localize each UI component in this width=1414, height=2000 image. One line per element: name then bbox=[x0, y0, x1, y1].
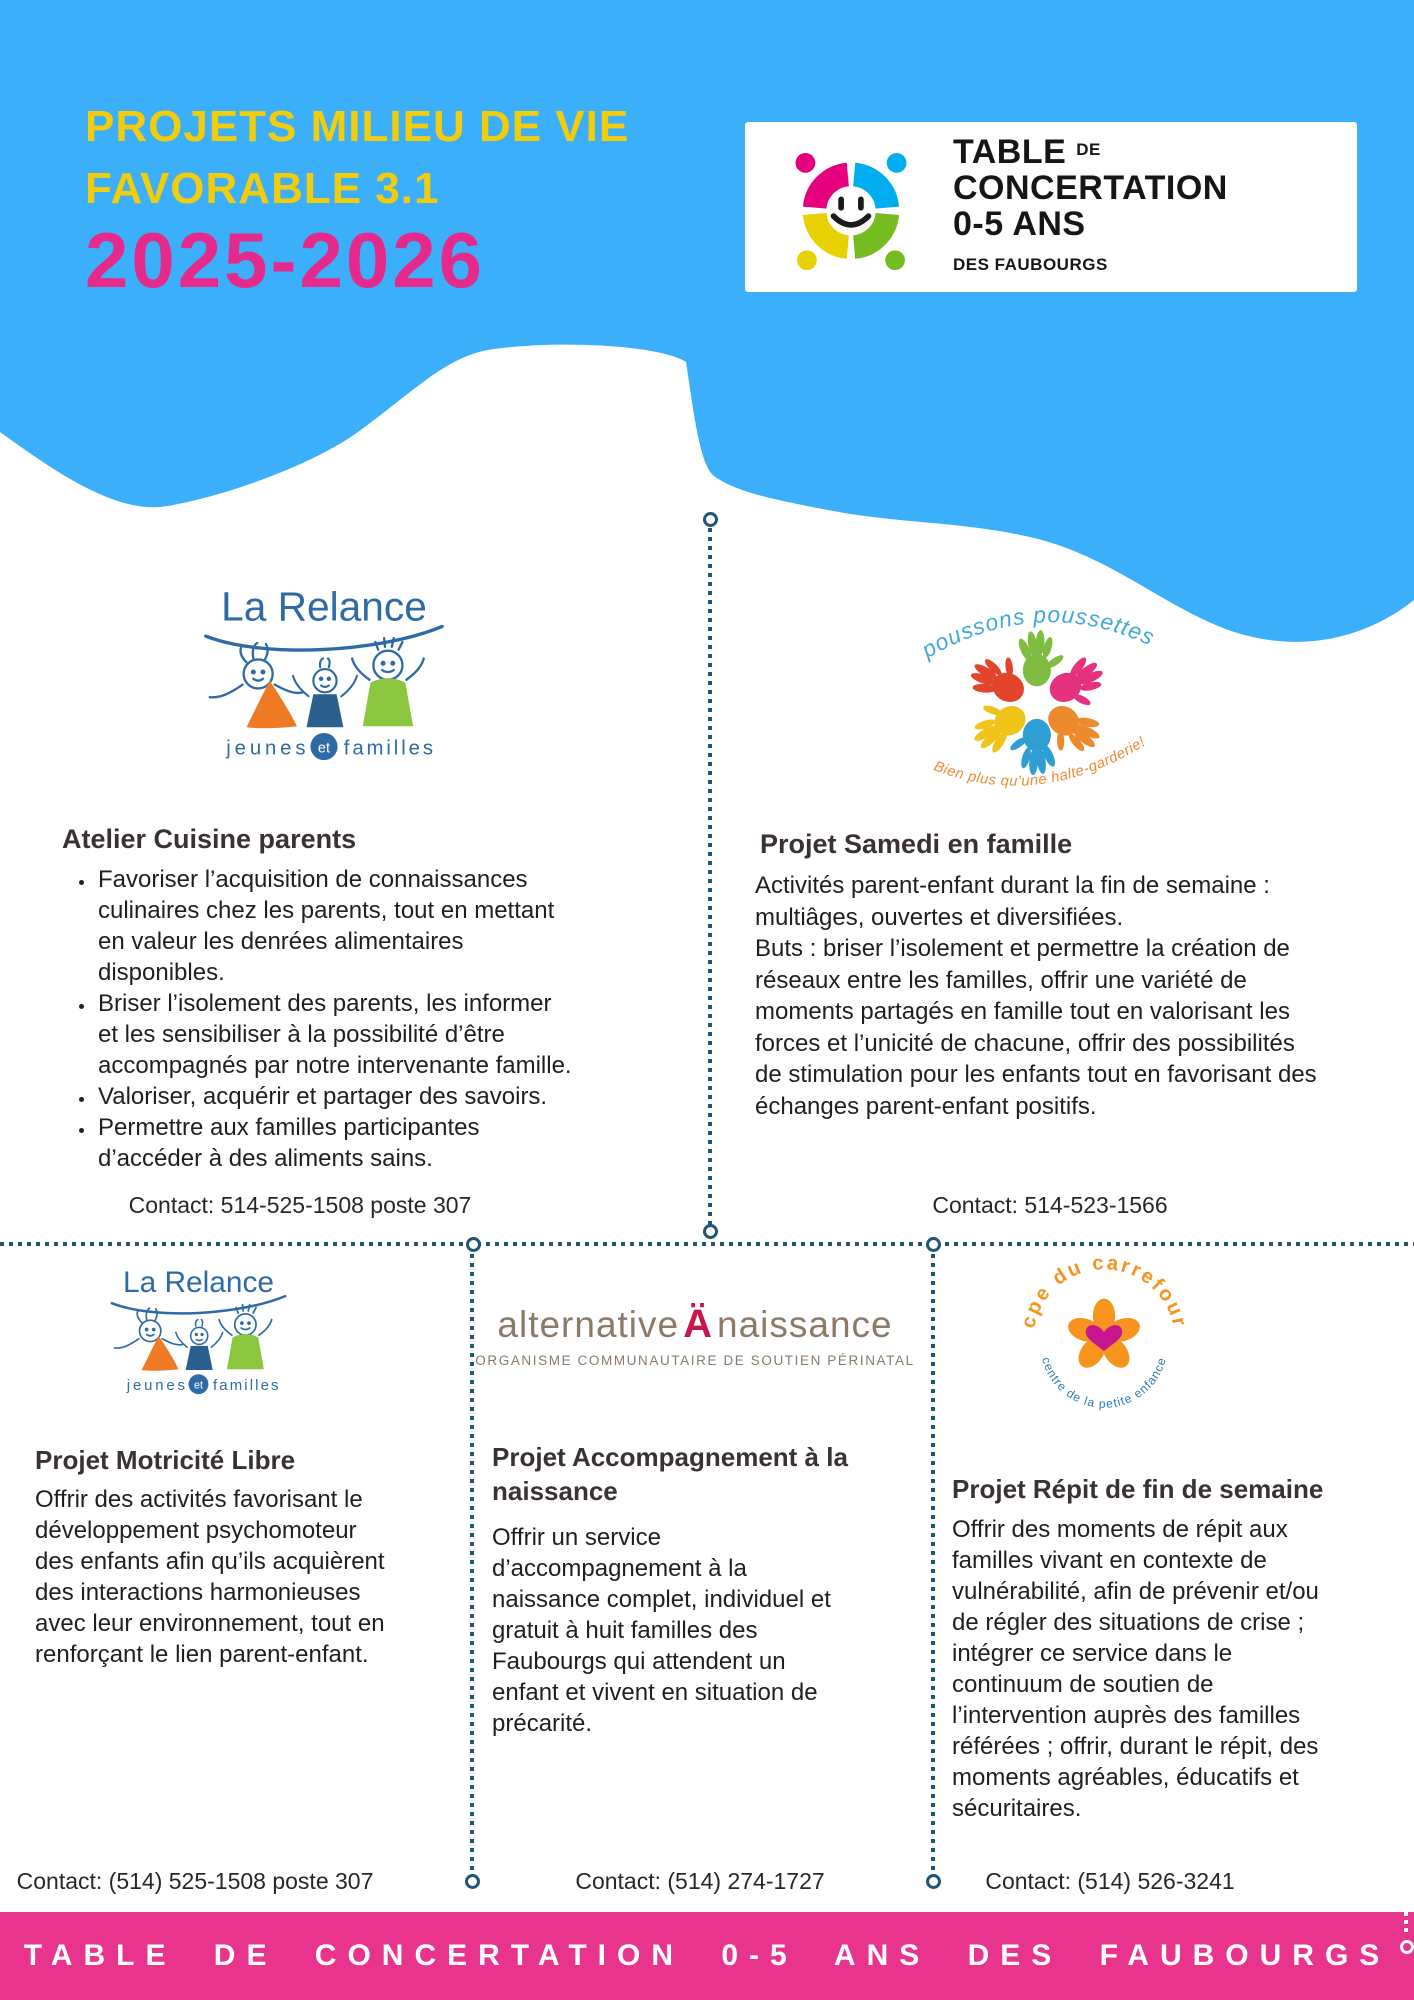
poussons-arc-bottom-text: Bien plus qu’une halte-garderie! bbox=[931, 734, 1149, 790]
accompagnement-description: Offrir un service d’accompagnement à la naissance complet, individuel et gratuit à huit familles des Faubourgs qui attendent un enfant et vivent en situation de précarité. bbox=[492, 1524, 831, 1737]
divider-node bbox=[926, 1237, 941, 1252]
cpe-flower-icon bbox=[1065, 1299, 1143, 1373]
bottom-column-divider-2 bbox=[931, 1254, 935, 1870]
top-column-divider bbox=[708, 528, 712, 1228]
divider-node bbox=[466, 1237, 481, 1252]
alt-word1: alternative bbox=[497, 1304, 680, 1345]
table-concertation-smiley-icon bbox=[775, 131, 927, 283]
table-concertation-logo-box bbox=[745, 122, 1357, 292]
svg-text:centre de la petite enfance bbox=[1039, 1355, 1169, 1410]
contact-accompagnement: Contact: (514) 274-1727 bbox=[575, 1868, 825, 1894]
contact-samedi: Contact: 514-523-1566 bbox=[932, 1192, 1168, 1218]
cpe-arc-bottom-text: centre de la petite enfance bbox=[1038, 1355, 1170, 1411]
tc-de: DE bbox=[1076, 139, 1101, 159]
poussons-poussettes-logo bbox=[894, 562, 1184, 800]
project-heading-cuisine: Atelier Cuisine parents bbox=[62, 824, 357, 854]
alt-subtitle: ORGANISME COMMUNAUTAIRE DE SOUTIEN PÉRINATAL bbox=[475, 1353, 915, 1368]
project-heading-repit: Projet Répit de fin de semaine bbox=[952, 1474, 1324, 1504]
tc-word3: 0-5 ANS bbox=[953, 204, 1086, 243]
contact-repit: Contact: (514) 526-3241 bbox=[985, 1868, 1235, 1894]
alt-word2: naissance bbox=[717, 1304, 893, 1345]
samedi-paragraph-1: Activités parent-enfant durant la fin de semaine : multiâges, ouvertes et diversifiées. bbox=[755, 872, 1270, 931]
footer-banner: TABLE DE CONCERTATION 0-5 ANS DES FAUBOURGS bbox=[0, 1912, 1414, 2000]
tc-word4: DES FAUBOURGS bbox=[953, 254, 1108, 274]
project-heading-motricite: Projet Motricité Libre bbox=[35, 1445, 296, 1475]
footer-edge-node bbox=[1400, 1940, 1414, 1954]
tc-word2: CONCERTATION bbox=[953, 168, 1228, 207]
project-heading-accompagnement: Projet Accompagnement à la naissance bbox=[492, 1442, 848, 1506]
page-title-line2: FAVORABLE 3.1 bbox=[85, 164, 440, 213]
page-title-years: 2025-2026 bbox=[85, 216, 486, 304]
footer-edge-dots bbox=[1404, 1912, 1408, 1936]
project-heading-samedi: Projet Samedi en famille bbox=[760, 829, 1073, 859]
contact-cuisine: Contact: 514-525-1508 poste 307 bbox=[128, 1192, 472, 1218]
la-relance-logo-small bbox=[106, 1262, 291, 1397]
bullet-item: • Briser l’isolement des parents, les informer et les sensibiliser à la possibilité d’être accompagnés par notre intervenante famille. bbox=[96, 988, 574, 1081]
divider-node bbox=[703, 512, 718, 527]
table-concertation-wordmark bbox=[953, 132, 1228, 283]
la-relance-logo bbox=[198, 580, 450, 764]
motricite-description: Offrir des activités favorisant le développement psychomoteur des enfants afin qu’ils acquièrent des interactions harmonieuses avec leur environnement, tout en renforçant le lien parent-enfant. bbox=[35, 1486, 385, 1668]
contact-motricite: Contact: (514) 525-1508 poste 307 bbox=[16, 1868, 374, 1894]
alt-accent-figure: Ä bbox=[683, 1302, 713, 1346]
samedi-paragraph-2: Buts : briser l’isolement et permettre la création de réseaux entre les familles, offrir une variété de moments partagés en famille tout en valorisant les forces et l’unicité de chacune, offrir des possibilités de stimulation pour les enfants tout en favorisant des échanges parent-enfant positifs. bbox=[755, 935, 1317, 1120]
page-title-line1: PROJETS MILIEU DE VIE bbox=[85, 102, 630, 151]
alternative-naissance-logo bbox=[465, 1302, 925, 1368]
page-title bbox=[85, 96, 629, 302]
poussons-hands-icon bbox=[961, 630, 1115, 775]
poussons-arc-top-text: poussons poussettes bbox=[916, 601, 1160, 663]
bullet-item: • Valoriser, acquérir et partager des savoirs. bbox=[96, 1081, 574, 1112]
divider-node bbox=[703, 1224, 718, 1239]
repit-description: Offrir des moments de répit aux familles vivant en contexte de vulnérabilité, afin de prévenir et/ou de régler des situations de crise ; intégrer ce service dans le continuum de soutien de l’intervention auprès des familles référées ; offrir, durant le répit, des moments agréables, éducatifs et sécuritaires. bbox=[952, 1516, 1319, 1822]
horizontal-divider bbox=[0, 1242, 1414, 1246]
tc-word1: TABLE bbox=[953, 132, 1067, 171]
bullet-item: • Favoriser l’acquisition de connaissances culinaires chez les parents, tout en mettant en valeur les denrées alimentaires disponibles. bbox=[96, 864, 574, 988]
samedi-description bbox=[755, 870, 1317, 1122]
cpe-carrefour-logo bbox=[1013, 1243, 1195, 1425]
divider-node bbox=[465, 1874, 480, 1889]
cuisine-bullet-list bbox=[64, 864, 574, 1174]
cpe-arc-top-text: cpe du carrefour bbox=[1017, 1252, 1191, 1331]
bullet-item: • Permettre aux familles participantes d’accéder à des aliments sains. bbox=[96, 1112, 574, 1174]
